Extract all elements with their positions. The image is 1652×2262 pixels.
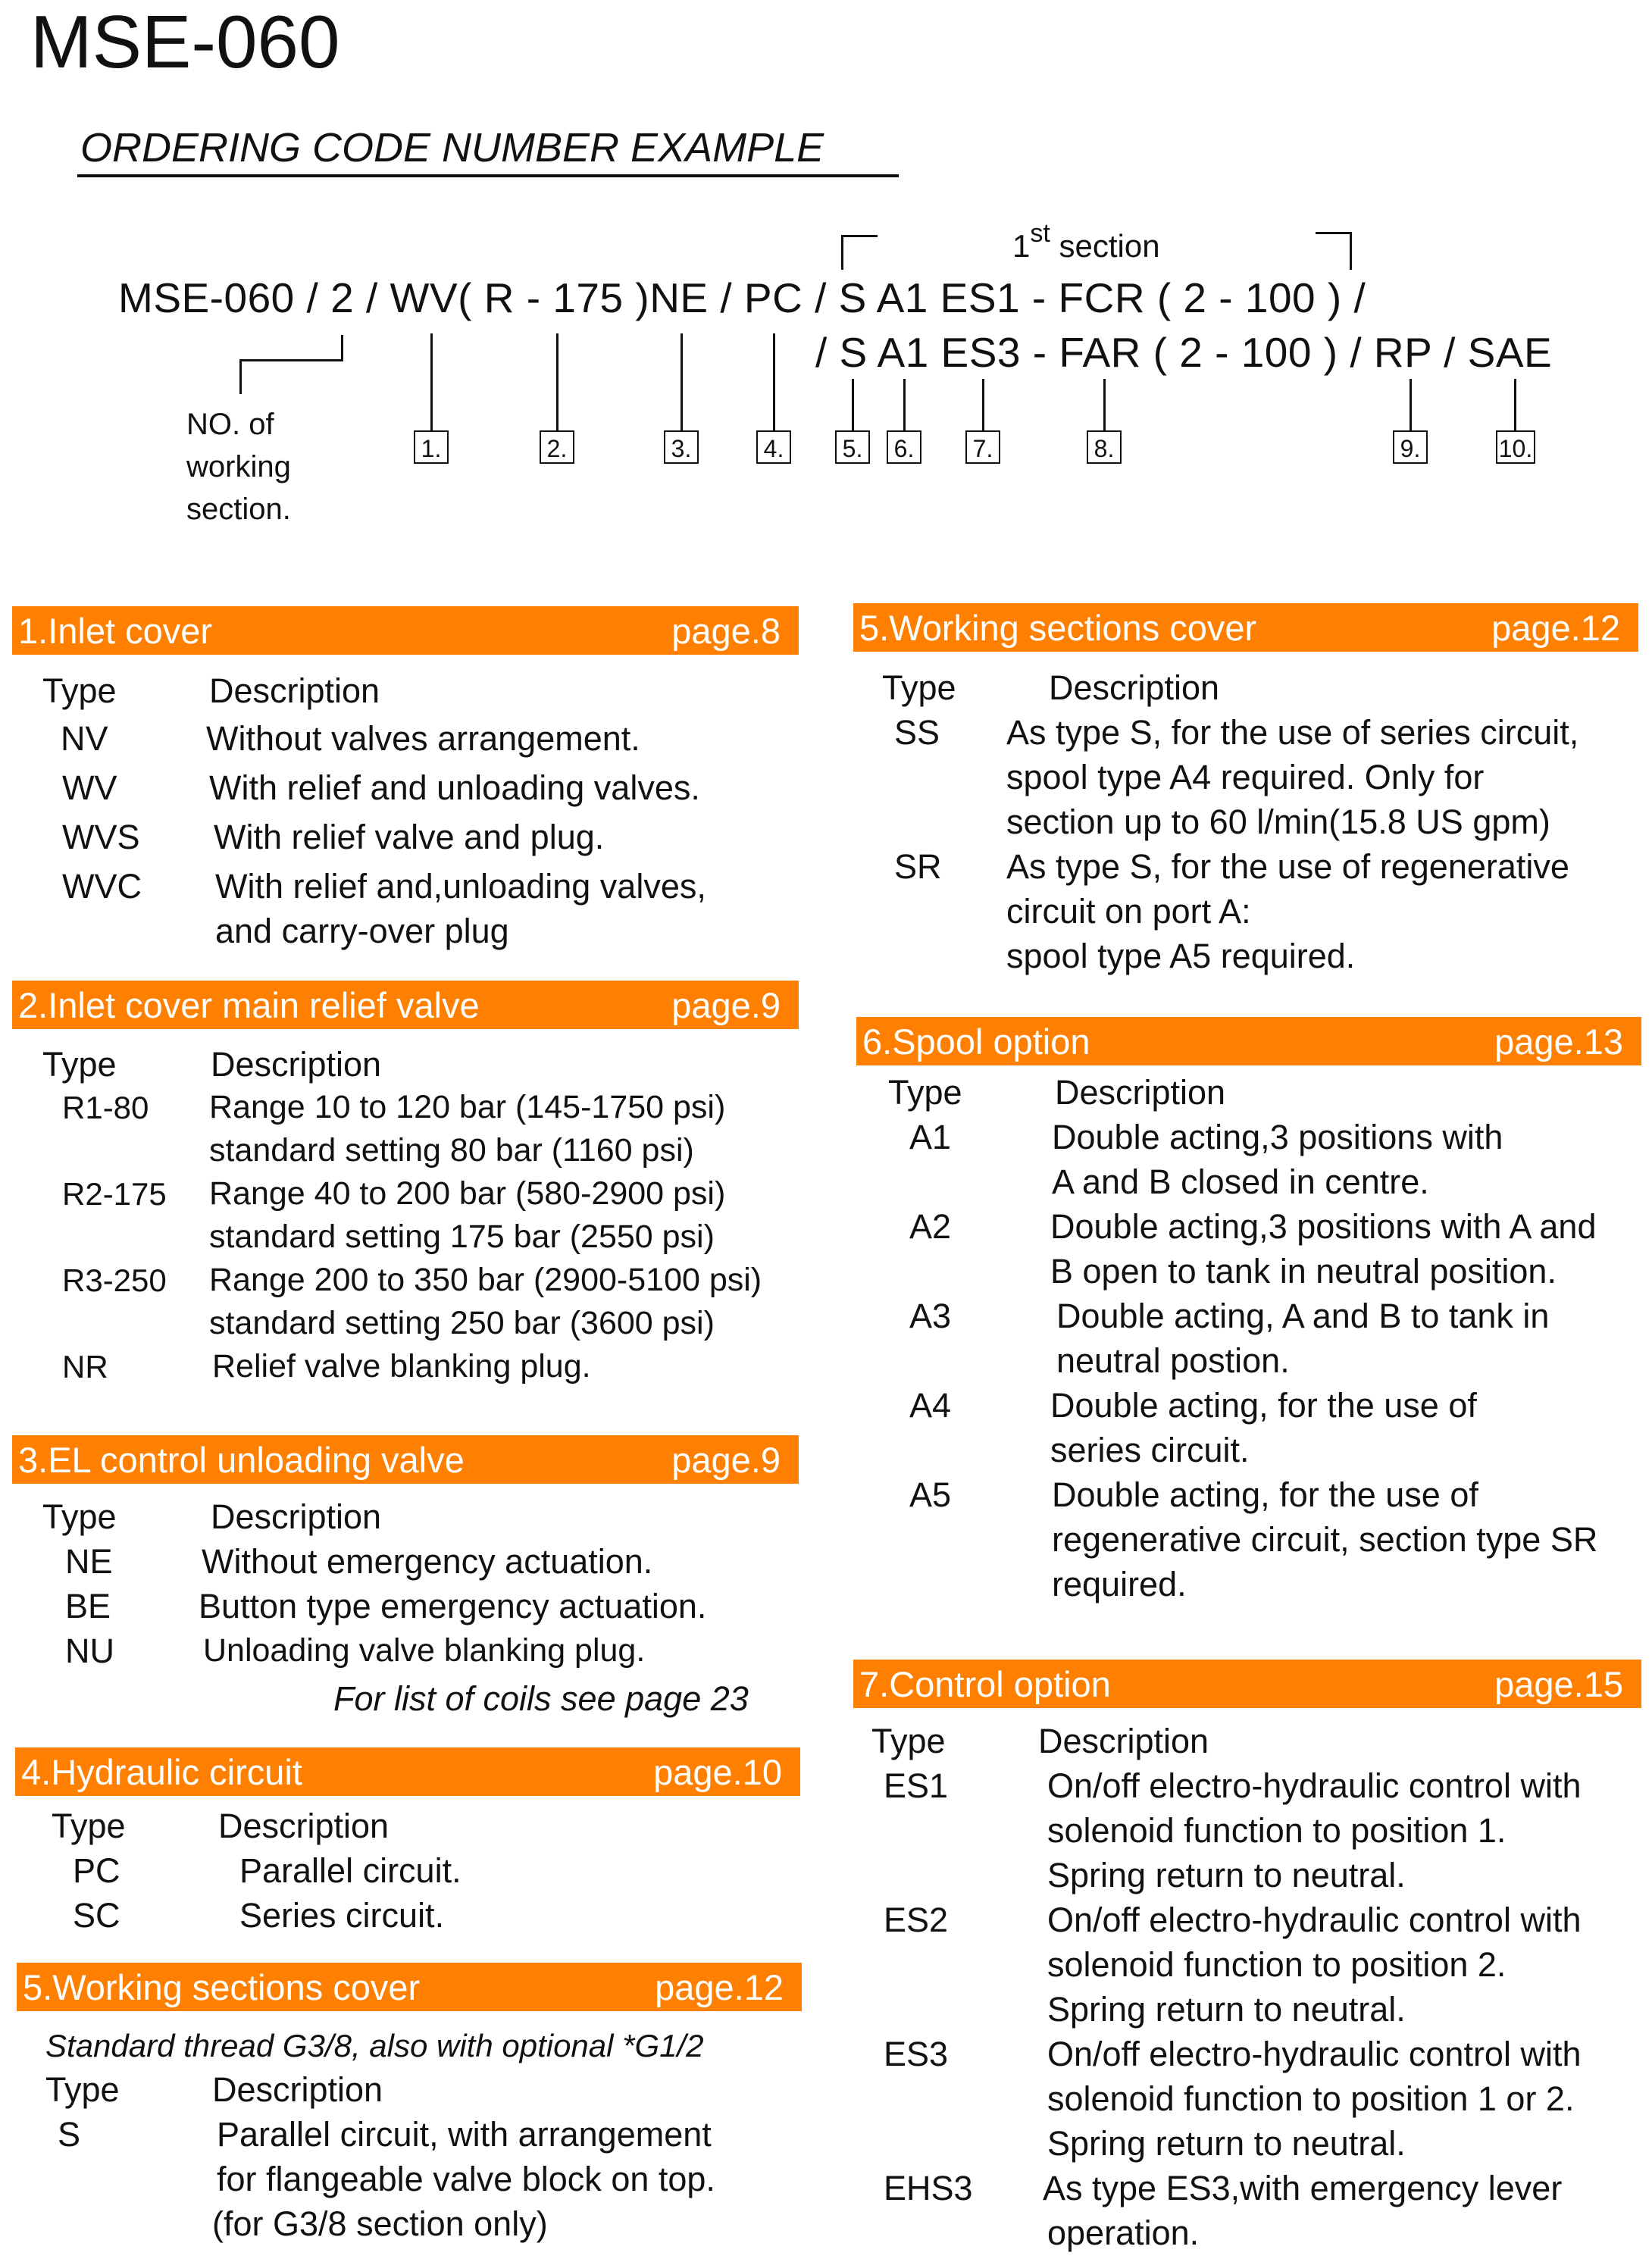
table-row (42, 765, 800, 810)
description-cell: regenerative circuit, section type SR (1052, 1520, 1598, 1559)
description-cell: Parallel circuit. (239, 1851, 461, 1890)
description-column-header: Description (1055, 1073, 1226, 1112)
description-cell: Spring return to neutral. (1047, 2124, 1406, 2163)
leader-line-5 (852, 379, 854, 430)
description-cell: for flangeable valve block on top. (217, 2160, 715, 2198)
description-cell: solenoid function to position 1 or 2. (1047, 2079, 1575, 2118)
type-cell: A3 (909, 1297, 952, 1335)
code-box-8: 8. (1087, 430, 1122, 464)
table-row (42, 716, 800, 761)
section-6-title: 6.Spool option (862, 1021, 1090, 1062)
type-cell: A4 (909, 1386, 952, 1425)
description-cell: As type S, for the use of regenerative (1006, 847, 1569, 886)
type-cell: NU (65, 1632, 114, 1670)
table-row (45, 2112, 803, 2246)
leader-line-10 (1514, 379, 1516, 430)
table-row (42, 1086, 800, 1172)
leader-line-1 (430, 333, 433, 430)
description-cell: spool type A5 required. (1006, 937, 1356, 975)
section-5-header (17, 1963, 802, 2011)
type-cell: A1 (909, 1118, 952, 1156)
table-header-row (42, 668, 800, 713)
section-5-series-table (882, 665, 1647, 978)
table-row (888, 1204, 1652, 1294)
table-row (882, 844, 1647, 978)
type-cell: BE (65, 1587, 111, 1625)
code-box-1: 1. (414, 430, 449, 464)
code-box-6: 6. (887, 430, 921, 464)
leader-line-7 (982, 379, 984, 430)
table-row (52, 1893, 809, 1938)
description-cell: Double acting, for the use of (1052, 1475, 1478, 1514)
description-cell: Range 40 to 200 bar (580-2900 psi) (209, 1175, 726, 1212)
type-cell: ES1 (884, 1766, 949, 1805)
table-row (42, 815, 800, 859)
section-4-header (15, 1747, 800, 1796)
working-section-leader-horizontal (239, 359, 343, 361)
table-row (888, 1472, 1652, 1607)
working-section-leader-vertical (341, 335, 343, 361)
code-box-10: 10. (1496, 430, 1535, 464)
section-bracket-right-vertical (1350, 232, 1352, 270)
leader-line-2 (556, 333, 558, 430)
section-1-header (12, 606, 799, 655)
section-bracket-right-top (1316, 232, 1352, 234)
description-cell: On/off electro-hydraulic control with (1047, 1901, 1582, 1939)
description-cell: Double acting, A and B to tank in (1056, 1297, 1550, 1335)
description-column-header: Description (1038, 1722, 1209, 1760)
type-cell: R1-80 (62, 1090, 149, 1125)
table-row (42, 1628, 800, 1673)
description-cell: As type S, for the use of series circuit, (1006, 713, 1579, 752)
type-cell: ES3 (884, 2035, 949, 2073)
description-cell: solenoid function to position 1. (1047, 1811, 1507, 1850)
type-column-header: Type (888, 1073, 962, 1112)
section-5-page: page.12 (1491, 608, 1620, 648)
working-section-label: NO. of working section. (186, 408, 291, 526)
type-cell: WVS (62, 818, 140, 856)
type-cell: EHS3 (884, 2169, 973, 2207)
description-cell: Double acting, for the use of (1050, 1386, 1477, 1425)
table-header-row (42, 1494, 800, 1539)
code-box-4: 4. (756, 430, 791, 464)
description-cell: Double acting,3 positions with (1052, 1118, 1503, 1156)
section-7-page: page.15 (1494, 1664, 1623, 1704)
table-header-row (871, 1719, 1644, 1763)
table-row (871, 2166, 1644, 2255)
table-row (42, 864, 800, 953)
type-cell: WV (62, 768, 117, 807)
description-cell: On/off electro-hydraulic control with (1047, 2035, 1582, 2073)
section-6-table (888, 1070, 1652, 1607)
type-cell: A2 (909, 1207, 952, 1246)
description-cell: With relief and,unloading valves, (215, 867, 706, 906)
type-column-header: Type (42, 671, 117, 710)
section-bracket-left-top (841, 235, 878, 237)
description-cell: Without valves arrangement. (206, 719, 640, 758)
section-2-title: 2.Inlet cover main relief valve (18, 985, 480, 1025)
description-cell: series circuit. (1050, 1431, 1250, 1469)
section-4-page: page.10 (653, 1752, 782, 1792)
description-cell: Range 200 to 350 bar (2900-5100 psi) (209, 1262, 762, 1298)
type-cell: R2-175 (62, 1176, 167, 1212)
description-cell: Without emergency actuation. (202, 1542, 653, 1581)
subtitle-underline (77, 174, 899, 177)
description-cell: A and B closed in centre. (1052, 1162, 1429, 1201)
description-cell: solenoid function to position 2. (1047, 1945, 1507, 1984)
table-header-row (882, 665, 1647, 710)
table-row (42, 1345, 800, 1388)
description-cell: required. (1052, 1565, 1187, 1603)
table-row (871, 2032, 1644, 2166)
thread-note: Standard thread G3/8, also with optional *G1/2 (45, 2028, 704, 2063)
description-cell: circuit on port A: (1006, 892, 1251, 931)
description-cell: On/off electro-hydraulic control with (1047, 1766, 1582, 1805)
type-cell: ES2 (884, 1901, 949, 1939)
description-cell: Series circuit. (239, 1896, 445, 1935)
leader-line-9 (1410, 379, 1412, 430)
leader-line-6 (903, 379, 906, 430)
section-7-title: 7.Control option (859, 1664, 1111, 1704)
description-cell: standard setting 250 bar (3600 psi) (209, 1305, 715, 1341)
table-row (871, 1898, 1644, 2032)
table-row (888, 1294, 1652, 1383)
table-row (42, 1259, 800, 1345)
leader-line-3 (681, 333, 683, 430)
coils-note: For list of coils see page 23 (333, 1679, 749, 1718)
code-box-3: 3. (664, 430, 699, 464)
table-header-row (888, 1070, 1652, 1115)
description-cell: Parallel circuit, with arrangement (217, 2115, 712, 2154)
type-cell: R3-250 (62, 1262, 167, 1298)
description-column-header: Description (209, 671, 380, 710)
section-3-header (12, 1435, 799, 1484)
description-cell: As type ES3,with emergency lever (1043, 2169, 1563, 2207)
section-6-header (856, 1017, 1641, 1065)
table-row (871, 1763, 1644, 1898)
description-cell: With relief valve and plug. (214, 818, 605, 856)
type-cell: S (58, 2115, 81, 2154)
table-row (52, 1848, 809, 1893)
table-row (42, 1172, 800, 1259)
description-cell: (for G3/8 section only) (212, 2204, 548, 2243)
section-1-title: 1.Inlet cover (18, 611, 213, 651)
type-column-header: Type (871, 1722, 946, 1760)
description-cell: B open to tank in neutral position. (1050, 1252, 1557, 1291)
section-5-header-right (853, 603, 1638, 652)
description-cell: and carry-over plug (215, 912, 509, 950)
leader-line-8 (1103, 379, 1106, 430)
type-column-header: Type (45, 2070, 120, 2109)
description-cell: spool type A4 required. Only for (1006, 758, 1485, 796)
description-cell: Unloading valve blanking plug. (203, 1632, 646, 1669)
table-row (888, 1115, 1652, 1204)
table-row (888, 1383, 1652, 1472)
description-column-header: Description (218, 1807, 390, 1845)
page-title: MSE-060 (30, 0, 340, 83)
description-column-header: Description (211, 1045, 382, 1084)
type-column-header: Type (882, 668, 956, 707)
type-cell: A5 (909, 1475, 952, 1514)
section-2-table (42, 1043, 800, 1388)
section-5-title: 5.Working sections cover (23, 1967, 421, 2007)
type-cell: SR (894, 847, 942, 886)
description-cell: With relief and unloading valves. (209, 768, 700, 807)
working-section-leader-drop (239, 359, 242, 394)
table-header-row (52, 1804, 809, 1848)
code-box-5: 5. (835, 430, 870, 464)
section-3-page: page.9 (671, 1440, 781, 1480)
table-row (42, 1584, 800, 1628)
description-cell: Spring return to neutral. (1047, 1990, 1406, 2029)
type-cell: PC (73, 1851, 120, 1890)
description-cell: Spring return to neutral. (1047, 1856, 1406, 1894)
type-cell: NV (61, 719, 108, 758)
first-section-label: 1st section (1012, 219, 1160, 264)
section-5-title: 5.Working sections cover (859, 608, 1257, 648)
ordering-code-subtitle: ORDERING CODE NUMBER EXAMPLE (80, 125, 824, 171)
description-cell: Range 10 to 120 bar (145-1750 psi) (209, 1089, 726, 1125)
section-1-table (42, 668, 800, 953)
ordering-code-line-2: / S A1 ES3 - FAR ( 2 - 100 ) / RP / SAE (815, 329, 1553, 376)
code-box-2: 2. (540, 430, 574, 464)
description-column-header: Description (211, 1497, 382, 1536)
type-column-header: Type (52, 1807, 126, 1845)
section-7-table (871, 1719, 1644, 2255)
description-column-header: Description (1049, 668, 1220, 707)
section-1-page: page.8 (671, 611, 781, 651)
table-header-row (45, 2067, 803, 2112)
description-cell: Relief valve blanking plug. (212, 1348, 591, 1384)
section-2-page: page.9 (671, 985, 781, 1025)
description-cell: Double acting,3 positions with A and (1050, 1207, 1597, 1246)
section-7-header (853, 1660, 1641, 1708)
type-cell: NE (65, 1542, 113, 1581)
section-5-page: page.12 (655, 1967, 784, 2007)
type-column-header: Type (42, 1497, 117, 1536)
table-header-row (42, 1043, 800, 1086)
description-cell: Button type emergency actuation. (199, 1587, 707, 1625)
description-column-header: Description (212, 2070, 383, 2109)
type-column-header: Type (42, 1045, 117, 1084)
table-row (42, 1539, 800, 1584)
section-4-title: 4.Hydraulic circuit (21, 1752, 302, 1792)
type-cell: WVC (62, 867, 142, 906)
description-cell: standard setting 175 bar (2550 psi) (209, 1219, 715, 1255)
code-box-7: 7. (965, 430, 1000, 464)
description-cell: standard setting 80 bar (1160 psi) (209, 1132, 694, 1169)
leader-line-4 (773, 333, 775, 430)
description-cell: operation. (1047, 2214, 1200, 2252)
ordering-code-line-1: MSE-060 / 2 / WV( R - 175 )NE / PC / S A1 ES1 - FCR ( 2 - 100 ) / (118, 274, 1366, 321)
section-bracket-left-vertical (841, 235, 843, 270)
description-cell: neutral postion. (1056, 1341, 1290, 1380)
section-5-table (45, 2067, 803, 2246)
type-cell: SS (894, 713, 940, 752)
section-3-table (42, 1494, 800, 1673)
section-6-page: page.13 (1494, 1021, 1623, 1062)
table-row (882, 710, 1647, 844)
section-4-table (52, 1804, 809, 1938)
type-cell: SC (73, 1896, 120, 1935)
section-3-title: 3.EL control unloading valve (18, 1440, 465, 1480)
type-cell: NR (62, 1349, 108, 1384)
section-2-header (12, 981, 799, 1029)
code-box-9: 9. (1393, 430, 1428, 464)
description-cell: section up to 60 l/min(15.8 US gpm) (1006, 802, 1550, 841)
